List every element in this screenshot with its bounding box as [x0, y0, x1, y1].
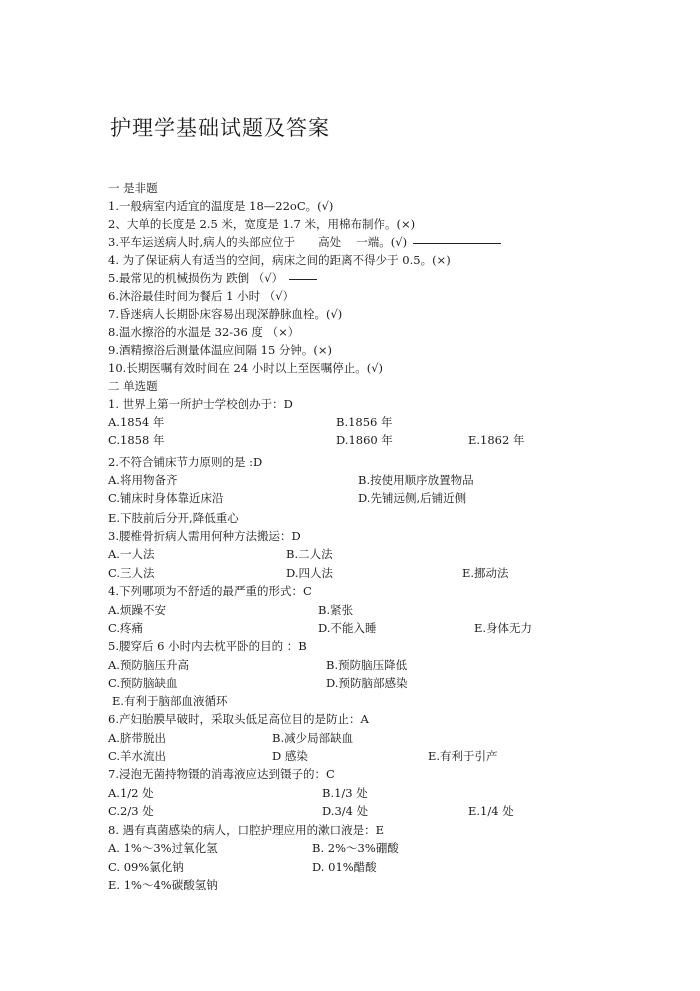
- question-8-option-d: D. 01%醋酸: [312, 860, 377, 874]
- answer-underline: [413, 243, 501, 244]
- question-8-option-a: A. 1%～3%过氧化氢: [108, 841, 218, 855]
- tf-item-2: 2、大单的长度是 2.5 米，宽度是 1.7 米，用棉布制作。(×): [108, 217, 416, 231]
- question-1-option-d: D.1860 年: [336, 433, 393, 447]
- question-2-option-e: E.下肢前后分开,降低重心: [108, 511, 239, 525]
- question-4-option-a: A.烦躁不安: [108, 603, 166, 617]
- question-7-option-b: B.1/3 处: [322, 786, 368, 800]
- question-2-option-b: B.按使用顺序放置物品: [358, 473, 474, 487]
- question-5-option-a: A.预防脑压升高: [108, 658, 189, 672]
- question-7-option-a: A.1/2 处: [108, 786, 154, 800]
- tf-item-5: [108, 271, 317, 285]
- question-2-option-d: D.先铺远侧,后铺近侧: [358, 491, 467, 505]
- question-6-option-c: C.羊水流出: [108, 749, 167, 763]
- question-3-option-c: C.三人法: [108, 566, 155, 580]
- question-7-stem: 7.浸泡无菌持物镊的消毒液应达到镊子的：C: [108, 767, 335, 781]
- question-3-option-d: D.四人法: [286, 566, 333, 580]
- tf-item-6: 6.沐浴最佳时间为餐后 1 小时 （√）: [108, 289, 295, 303]
- tf-item-9: 9.酒精擦浴后测量体温应间隔 15 分钟。(×): [108, 343, 333, 357]
- question-6-option-e: E.有利于引产: [428, 749, 498, 763]
- question-7-option-d: D.3/4 处: [322, 804, 369, 818]
- tf-item-8: 8.温水擦浴的水温是 32-36 度 （×）: [108, 325, 300, 339]
- tf-item-3: [108, 235, 501, 249]
- question-8-stem: 8. 遇有真菌感染的病人，口腔护理应用的漱口液是：E: [108, 823, 385, 837]
- section-heading-true-false: 一 是非题: [108, 181, 158, 195]
- question-1-option-b: B.1856 年: [336, 415, 393, 429]
- question-5-option-b: B.预防脑压降低: [326, 658, 408, 672]
- question-3-option-e: E.挪动法: [462, 566, 509, 580]
- question-7-option-c: C.2/3 处: [108, 804, 154, 818]
- question-2-option-a: A.将用物备齐: [108, 473, 178, 487]
- tf-item-5-text: 5.最常见的机械损伤为 跌倒 （√）: [108, 271, 284, 285]
- question-3-option-a: A.一人法: [108, 547, 155, 561]
- question-4-option-e: E.身体无力: [474, 621, 533, 635]
- question-5-stem: 5.腰穿后 6 小时内去枕平卧的目的 ：B: [108, 639, 307, 653]
- tf-item-4: 4. 为了保证病人有适当的空间，病床之间的距离不得少于 0.5。(×): [108, 253, 451, 267]
- question-8-option-b: B. 2%～3%硼酸: [312, 841, 399, 855]
- tf-item-7: 7.昏迷病人长期卧床容易出现深静脉血栓。(√): [108, 307, 343, 321]
- question-6-option-a: A.脐带脱出: [108, 731, 166, 745]
- question-7-option-e: E.1/4 处: [468, 804, 514, 818]
- document-title: 护理学基础试题及答案: [110, 116, 330, 140]
- question-1-stem: 1. 世界上第一所护士学校创办于：D: [108, 397, 293, 411]
- question-4-option-d: D.不能入睡: [318, 621, 377, 635]
- question-4-stem: 4.下列哪项为不舒适的最严重的形式：C: [108, 584, 312, 598]
- question-1-option-c: C.1858 年: [108, 433, 165, 447]
- question-5-option-d: D.预防脑部感染: [326, 676, 408, 690]
- question-6-option-b: B.减少局部缺血: [272, 731, 354, 745]
- question-1-option-a: A.1854 年: [108, 415, 165, 429]
- answer-underline: [289, 279, 317, 280]
- question-8-option-e: E. 1%～4%碳酸氢钠: [108, 878, 218, 892]
- question-4-option-c: C.疼痛: [108, 621, 144, 635]
- question-6-stem: 6.产妇胎膜早破时，采取头低足高位目的是防止：A: [108, 712, 369, 726]
- question-5-option-e: E.有利于脑部血液循环: [112, 694, 228, 708]
- question-5-option-c: C.预防脑缺血: [108, 676, 178, 690]
- question-2-option-c: C.铺床时身体靠近床沿: [108, 491, 224, 505]
- question-4-option-b: B.紧张: [318, 603, 354, 617]
- section-heading-single-choice: 二 单选题: [108, 379, 158, 393]
- question-1-option-e: E.1862 年: [468, 433, 525, 447]
- question-3-stem: 3.腰椎骨折病人需用何种方法搬运：D: [108, 529, 301, 543]
- question-3-option-b: B.二人法: [286, 547, 333, 561]
- question-6-option-d: D 感染: [272, 749, 308, 763]
- question-8-option-c: C. 09%氯化钠: [108, 860, 184, 874]
- tf-item-10: 10.长期医嘱有效时间在 24 小时以上至医嘱停止。(√): [108, 361, 384, 375]
- tf-item-3-text: 3.平车运送病人时,病人的头部应位于 高处 一端。(√): [108, 235, 408, 249]
- question-2-stem: 2.不符合铺床节力原则的是 :D: [108, 455, 263, 469]
- tf-item-1: 1.一般病室内适宜的温度是 18—22oC。(√): [108, 199, 334, 213]
